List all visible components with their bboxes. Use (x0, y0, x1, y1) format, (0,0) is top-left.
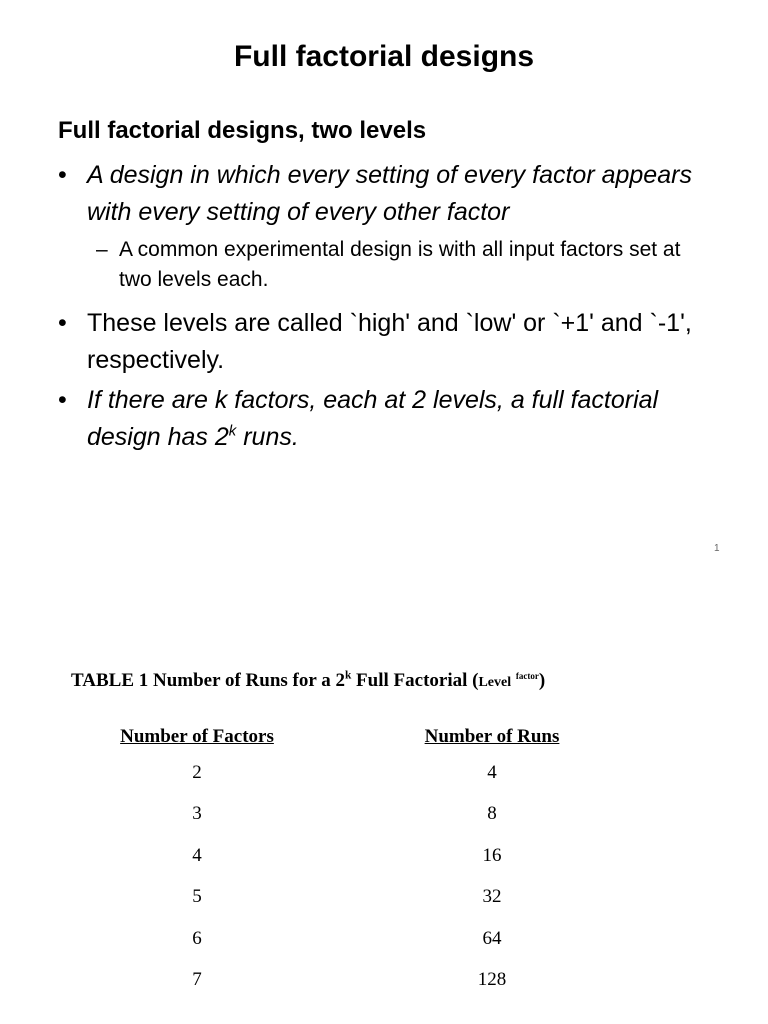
runs-cell: 8 (487, 803, 497, 825)
runs-cell: 128 (477, 969, 507, 991)
bullet-dot-icon: • (58, 161, 67, 189)
bullet-item-2 (58, 305, 728, 379)
caption-main: TABLE 1 Number of Runs for a 2 (71, 670, 345, 691)
caption-exponent-k: k (344, 669, 352, 682)
factors-cell: 3 (192, 803, 202, 825)
bullet-text-3 (87, 382, 728, 456)
page-number: 1 (714, 543, 720, 554)
bullet-dot-icon: • (58, 309, 67, 337)
bullet-text-1: A design in which every setting of every factor appears with every setting of every other factor (87, 161, 692, 226)
factors-cell: 7 (192, 969, 202, 991)
table-row (92, 835, 582, 877)
caption-close: ) (538, 670, 546, 691)
sub-bullet-text-1: A common experimental design is with all input factors set at two levels each. (119, 238, 681, 291)
factors-cell: 5 (192, 886, 202, 908)
factors-cell: 4 (192, 844, 202, 866)
table-row (92, 918, 582, 960)
slide-heading: Full factorial designs, two levels (58, 117, 427, 144)
header-number-of-factors: Number of Factors (120, 726, 274, 747)
sub-bullet-item-1 (96, 235, 716, 295)
bullet-item-3 (58, 382, 728, 456)
runs-cell: 4 (487, 761, 497, 783)
bullet-text-3-end: runs. (236, 423, 299, 451)
runs-table (92, 722, 582, 1001)
table-row (92, 960, 582, 1002)
table-caption (71, 670, 545, 692)
runs-cell: 32 (482, 886, 502, 908)
factors-cell: 2 (192, 761, 202, 783)
table-row (92, 752, 582, 794)
header-number-of-runs: Number of Runs (424, 726, 560, 747)
table-header-row (92, 722, 582, 752)
bullet-text-3-main: If there are k factors, each at 2 levels, a full factorial design has 2 (87, 386, 659, 451)
table-row (92, 877, 582, 919)
table-row (92, 794, 582, 836)
caption-level: Level (478, 675, 512, 690)
factors-cell: 6 (192, 927, 202, 949)
caption-factor: factor (515, 671, 539, 681)
bullet-text-2: These levels are called `high' and `low' or `+1' and `-1', respectively. (87, 309, 692, 374)
dash-icon: – (96, 238, 108, 261)
column-gap (302, 722, 402, 752)
table-section (0, 590, 768, 1024)
bullet-item-1 (58, 157, 728, 231)
slide-title: Full factorial designs (233, 40, 535, 73)
bullet-dot-icon: • (58, 386, 67, 414)
runs-cell: 64 (482, 927, 502, 949)
caption-mid: Full Factorial ( (351, 670, 479, 691)
exponent-k: k (228, 422, 237, 440)
runs-cell: 16 (482, 844, 502, 866)
